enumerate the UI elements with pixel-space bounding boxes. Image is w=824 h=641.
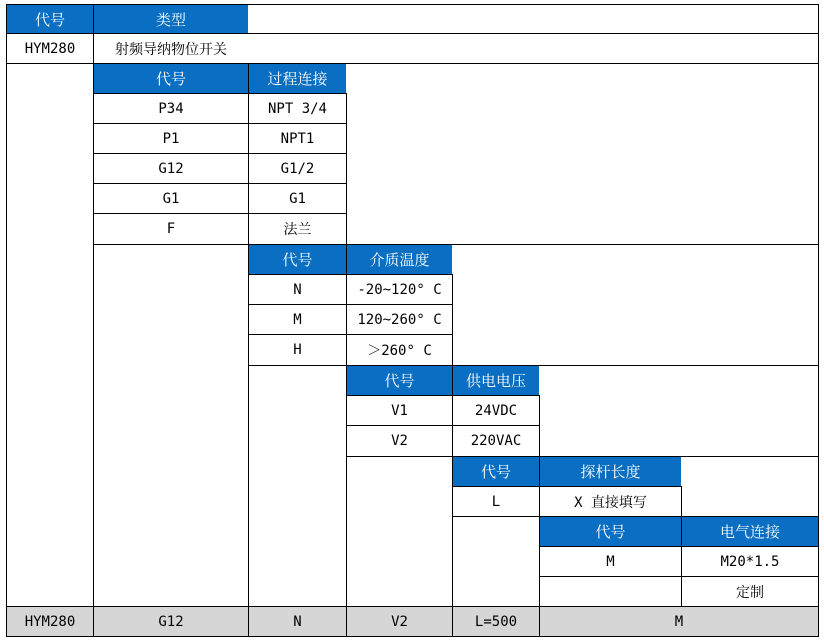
temperature-code: M xyxy=(248,304,347,335)
example-voltage: V2 xyxy=(346,606,453,637)
probe-length-code: L xyxy=(452,486,540,517)
column-spine xyxy=(452,516,540,607)
temperature-code: N xyxy=(248,274,347,305)
code-header: 代号 xyxy=(452,456,540,487)
process-connection: G1/2 xyxy=(248,153,347,184)
example-temperature: N xyxy=(248,606,347,637)
empty-area xyxy=(248,4,819,34)
electrical-connection: 定制 xyxy=(681,576,819,607)
model-code: HYM280 xyxy=(6,33,94,64)
supply-voltage: 220VAC xyxy=(452,425,540,457)
probe-length-header: 探杆长度 xyxy=(539,456,682,487)
empty-area xyxy=(681,456,819,517)
process-code: G12 xyxy=(93,153,249,184)
example-probe-length: L=500 xyxy=(452,606,540,637)
process-connection: NPT1 xyxy=(248,123,347,154)
type-header: 类型 xyxy=(93,4,249,34)
column-spine xyxy=(6,63,94,607)
column-spine xyxy=(248,365,347,607)
code-header: 代号 xyxy=(93,63,249,94)
temperature-range: ＞260° C xyxy=(346,334,453,366)
medium-temperature-header: 介质温度 xyxy=(346,244,453,275)
code-header: 代号 xyxy=(346,365,453,396)
code-header: 代号 xyxy=(6,4,94,34)
code-header: 代号 xyxy=(248,244,347,275)
example-electrical-connection: M xyxy=(539,606,819,637)
column-spine xyxy=(93,244,249,607)
process-connection: G1 xyxy=(248,183,347,214)
probe-length: X 直接填写 xyxy=(539,486,682,517)
process-code: G1 xyxy=(93,183,249,214)
electrical-code: M xyxy=(539,546,682,577)
empty-area xyxy=(452,244,819,366)
process-connection: 法兰 xyxy=(248,213,347,245)
model-type: 射频导纳物位开关 xyxy=(93,33,249,64)
process-connection-header: 过程连接 xyxy=(248,63,347,94)
process-code: F xyxy=(93,213,249,245)
temperature-range: -20~120° C xyxy=(346,274,453,305)
column-spine xyxy=(346,456,453,607)
supply-voltage: 24VDC xyxy=(452,395,540,426)
process-code: P1 xyxy=(93,123,249,154)
example-process-connection: G12 xyxy=(93,606,249,637)
electrical-connection-header: 电气连接 xyxy=(681,516,819,547)
process-code: P34 xyxy=(93,93,249,124)
empty-area xyxy=(248,33,819,64)
process-connection: NPT 3/4 xyxy=(248,93,347,124)
voltage-code: V2 xyxy=(346,425,453,457)
supply-voltage-header: 供电电压 xyxy=(452,365,540,396)
empty-area xyxy=(539,365,819,457)
voltage-code: V1 xyxy=(346,395,453,426)
electrical-connection: M20*1.5 xyxy=(681,546,819,577)
electrical-code xyxy=(539,576,682,607)
code-header: 代号 xyxy=(539,516,682,547)
temperature-code: H xyxy=(248,334,347,366)
temperature-range: 120~260° C xyxy=(346,304,453,335)
example-model: HYM280 xyxy=(6,606,94,637)
empty-area xyxy=(346,63,819,245)
